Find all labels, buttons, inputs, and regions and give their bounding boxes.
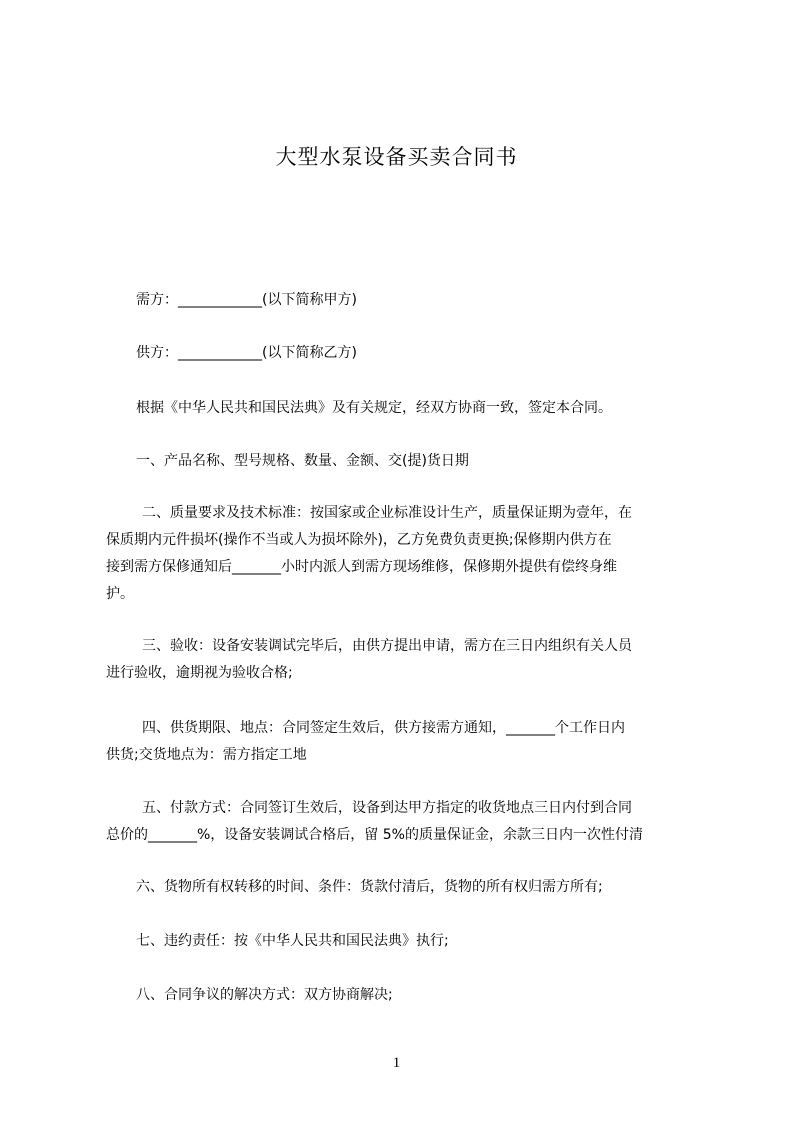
demand-party-line: 需方：____________(以下简称甲方) [136, 292, 357, 308]
clause-5-line-1: 五、付款方式：合同签订生效后，设备到达甲方指定的收货地点三日内付到合同 [142, 800, 632, 816]
clause-4-line-2: 供货;交货地点为：需方指定工地 [106, 747, 307, 763]
clause-6: 六、货物所有权转移的时间、条件：货款付清后，货物的所有权归需方所有; [136, 879, 603, 895]
clause-4-line-1: 四、供货期限、地点：合同签定生效后，供方接需方通知，_______个工作日内 [142, 720, 625, 736]
preamble-paragraph: 根据《中华人民共和国民法典》及有关规定，经双方协商一致，签定本合同。 [136, 400, 612, 416]
clause-2-line-4: 护。 [106, 586, 134, 602]
clause-2-line-2: 保质期内元件损坏(操作不当或人为损坏除外)，乙方免费负责更换;保修期内供方在 [106, 532, 612, 548]
clause-7: 七、违约责任：按《中华人民共和国民法典》执行; [136, 933, 449, 949]
supply-party-line: 供方：____________(以下简称乙方) [136, 345, 357, 361]
clause-2-line-3: 接到需方保修通知后_______小时内派人到需方现场维修，保修期外提供有偿终身维 [106, 559, 617, 575]
clause-2 [106, 500, 632, 608]
clause-3 [106, 633, 632, 687]
clause-5-line-2: 总价的_______%，设备安装调试合格后，留 5%的质量保证金，余款三日内一次性付清 [106, 827, 643, 843]
clause-4 [106, 715, 625, 769]
clause-5 [106, 795, 643, 849]
clause-2-line-1: 二、质量要求及技术标准：按国家或企业标准设计生产，质量保证期为壹年，在 [142, 505, 632, 521]
document-title: 大型水泵设备买卖合同书 [275, 145, 518, 169]
clause-3-line-1: 三、验收：设备安装调试完毕后，由供方提出申请，需方在三日内组织有关人员 [142, 638, 632, 654]
clause-1: 一、产品名称、型号规格、数量、金额、交(提)货日期 [136, 453, 469, 469]
clause-3-line-2: 进行验收，逾期视为验收合格; [106, 665, 293, 681]
clause-8: 八、合同争议的解决方式：双方协商解决; [136, 987, 393, 1003]
page-number: 1 [392, 1055, 401, 1071]
